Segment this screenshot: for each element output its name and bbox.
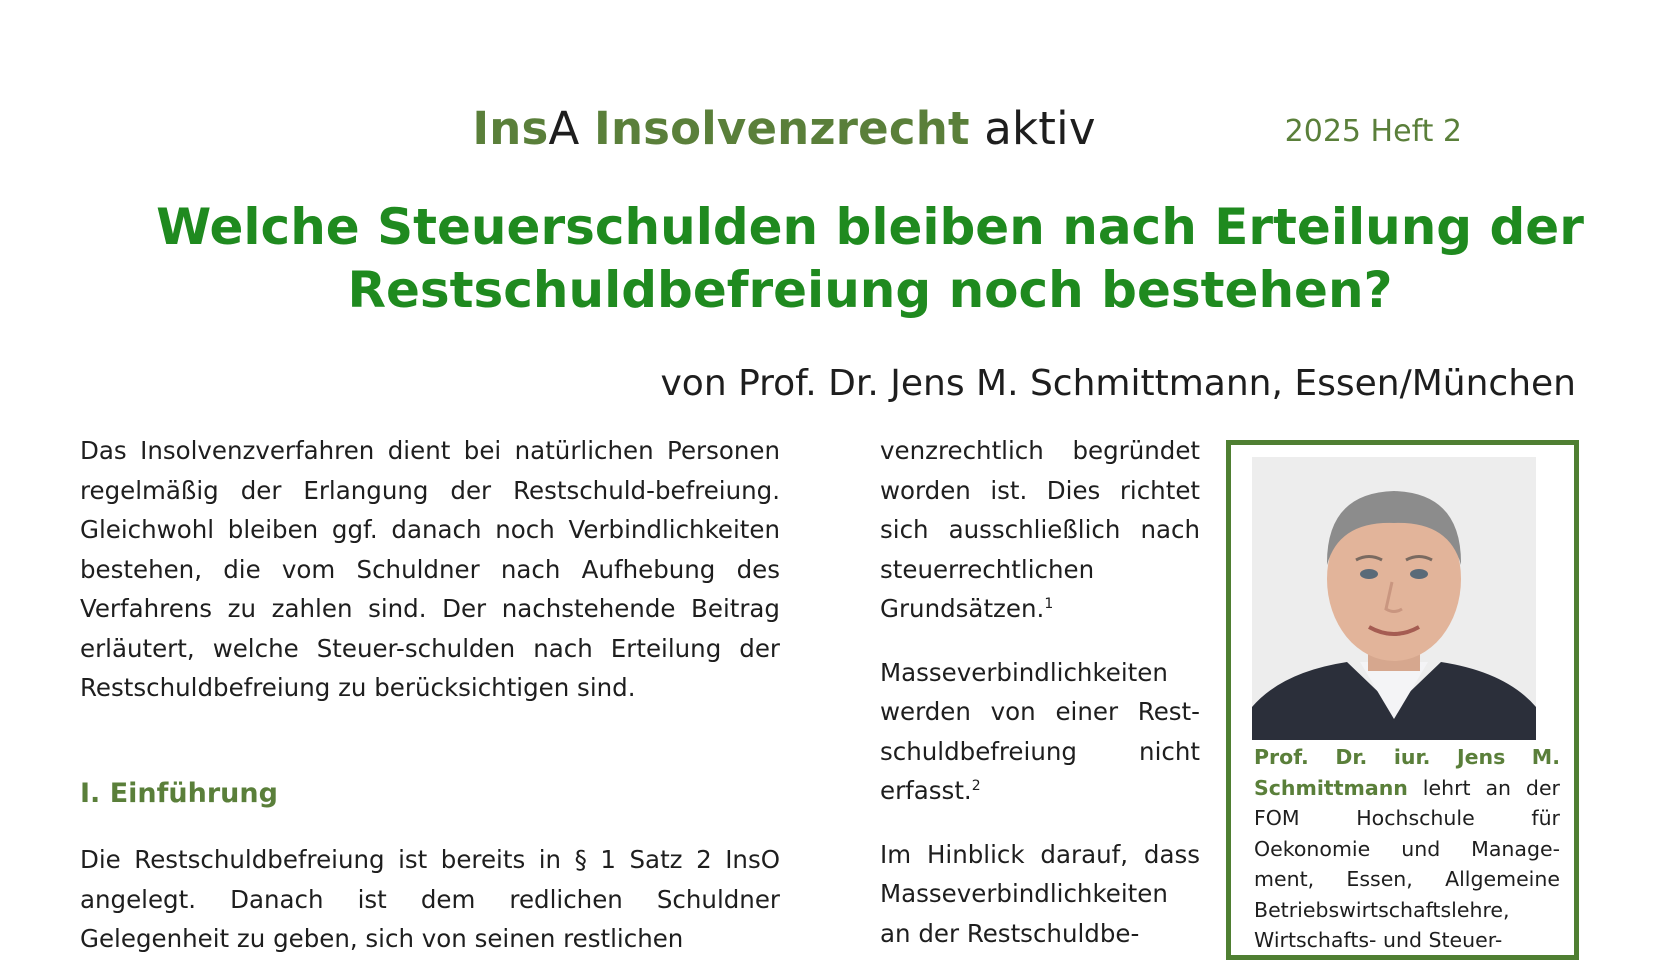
author-byline: von Prof. Dr. Jens M. Schmittmann, Essen/München bbox=[660, 363, 1576, 404]
article-title-line1: Welche Steuerschulden bleiben nach Erteilung der bbox=[156, 198, 1584, 256]
footnote-ref[interactable]: 2 bbox=[971, 777, 981, 794]
article-title-line2: Restschuldbefreiung noch bestehen? bbox=[347, 261, 1393, 319]
section-heading: I. Einführung bbox=[80, 778, 278, 809]
paragraph bbox=[880, 835, 1200, 954]
paragraph-text: Im Hinblick darauf, dass Masseverbindlichkeiten an der Restschuldbe- bbox=[880, 839, 1200, 948]
paragraph-text: Masseverbindlichkeiten werden von einer Rest-schuldbefreiung nicht erfasst. bbox=[880, 657, 1200, 805]
author-portrait-icon bbox=[1252, 457, 1536, 740]
author-photo bbox=[1252, 457, 1536, 740]
masthead-aktiv: aktiv bbox=[984, 102, 1096, 155]
article-title bbox=[70, 196, 1654, 322]
paragraph-text: venzrechtlich begründet worden ist. Dies richtet sich ausschließlich nach steuerrechtlichen Grundsätzen. bbox=[880, 436, 1200, 623]
author-bio bbox=[1254, 742, 1560, 956]
section-paragraph: Die Restschuldbefreiung ist bereits in § 1 Satz 2 InsO angelegt. Danach ist dem redlichen Schuldner Gelegenheit zu geben, sich von seinen restlichen bbox=[80, 845, 780, 953]
intro-paragraph: Das Insolvenzverfahren dient bei natürlichen Personen regelmäßig der Erlangung der Restschuld-befreiung. Gleichwohl bleiben ggf. danach noch Verbindlichkeiten bestehen, die vom Schuldner nach Aufhebung des Verfahrens zu zahlen sind. Der nachstehende Beitrag erläutert, welche Steuer-schulden nach Erteilung der Restschuldbefreiung zu berücksichtigen sind. bbox=[80, 436, 780, 702]
footnote-ref[interactable]: 1 bbox=[1044, 595, 1054, 612]
author-bio-name: Prof. Dr. iur. Jens M. Schmittmann bbox=[1254, 745, 1560, 800]
paragraph bbox=[880, 653, 1200, 811]
second-column bbox=[880, 431, 1200, 977]
intro-column bbox=[80, 431, 780, 708]
masthead-a: A bbox=[548, 102, 580, 155]
masthead-ins: Ins bbox=[472, 102, 549, 155]
paragraph bbox=[880, 431, 1200, 629]
issue-label: 2025 Heft 2 bbox=[1284, 114, 1462, 149]
masthead-insolvenzrecht: Insolvenzrecht bbox=[594, 102, 970, 155]
author-bio-text: lehrt an der FOM Hochschule für Oekonomie und Manage-ment, Essen, Allgemeine Betriebswirtschaftslehre, Wirtschafts- und Steuer- bbox=[1254, 775, 1560, 952]
